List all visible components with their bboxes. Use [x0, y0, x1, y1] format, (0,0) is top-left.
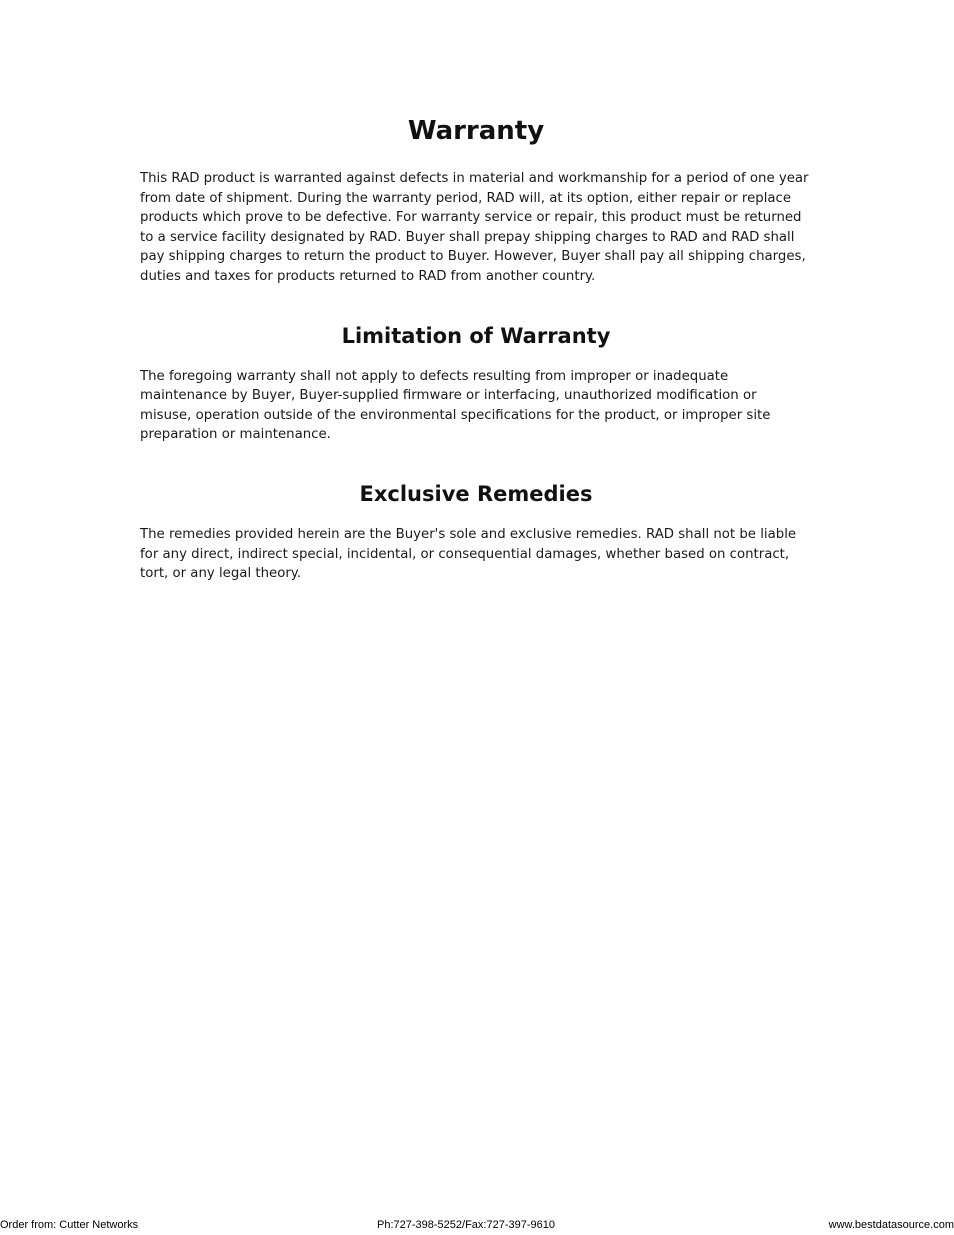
limitation-paragraph: The foregoing warranty shall not apply to defects resulting from improper or inadequate maintenance by Buyer, Buyer-supplied firmware or interfacing, unauthorized modification or misuse, operation outside of the environmental specifications for the product, or improper site preparation or maintenance. [140, 368, 771, 443]
section-spacer [140, 445, 812, 479]
remedies-heading: Exclusive Remedies [359, 481, 593, 506]
warranty-paragraph: This RAD product is warranted against defects in material and workmanship for a period of one year from date of shipment. During the warranty period, RAD will, at its option, either repair or replace products which prove to be defective. For warranty service or repair, this product must be returned to a service facility designated by RAD. Buyer shall prepay shipping charges to RAD and RAD shall pay shipping charges to return the product to Buyer. However, Buyer shall pay all shipping charges, duties and taxes for products returned to RAD from another country. [140, 171, 809, 284]
limitation-heading: Limitation of Warranty [341, 323, 611, 348]
footer-phone-fax: Ph:727-398-5252/Fax:727-397-9610 [377, 1219, 555, 1231]
footer-website: www.bestdatasource.com [828, 1219, 954, 1231]
remedies-paragraph: The remedies provided herein are the Buyer's sole and exclusive remedies. RAD shall not be liable for any direct, indirect special, incidental, or consequential damages, whether based on contract, tort, or any legal theory. [140, 526, 797, 582]
page-title: Warranty [407, 116, 545, 146]
footer-order-from: Order from: Cutter Networks [0, 1219, 139, 1231]
document-content [140, 112, 812, 584]
section-spacer [140, 287, 812, 321]
page-footer [0, 1217, 954, 1233]
